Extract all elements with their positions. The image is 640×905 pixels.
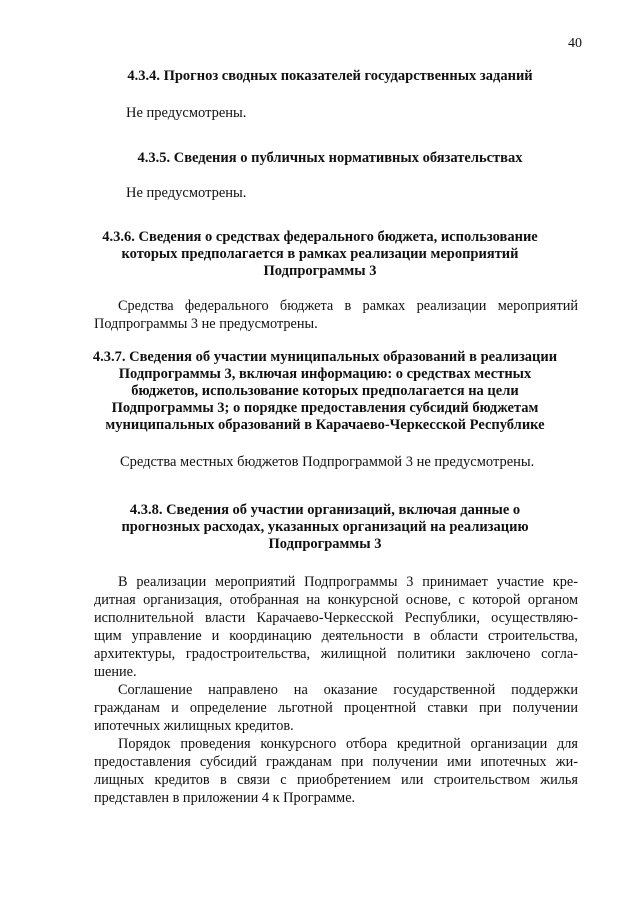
heading-line: 4.3.6. Сведения о средствах федерального бюджета, использование <box>102 229 538 245</box>
paragraph-line: Порядок проведения конкурсного отбора кредитной организации для <box>118 736 578 752</box>
paragraph-line: В реализации мероприятий Подпрограммы 3 принимает участие кре- <box>118 574 578 590</box>
paragraph-line: лищных кредитов в связи с приобретением или строительством жилья <box>94 772 578 788</box>
heading-line: 4.3.7. Сведения об участии муниципальных образований в реализации <box>92 349 558 365</box>
paragraph-line: дитная организация, отобранная на конкурсной основе, с которой органом <box>94 592 578 608</box>
section-text-line: Средства федерального бюджета в рамках реализации мероприятий <box>118 298 578 314</box>
heading-line: Подпрограммы 3; о порядке предоставления субсидий бюджетам <box>111 400 539 416</box>
heading-line: 4.3.5. Сведения о публичных нормативных обязательствах <box>137 150 523 166</box>
section-text-4-3-4: Не предусмотрены. <box>126 105 247 121</box>
heading-line: муниципальных образований в Карачаево-Черкесской Республике <box>105 417 545 433</box>
paragraph-line: предоставления субсидий гражданам при получении ими ипотечных жи- <box>94 754 578 770</box>
paragraph-line: гражданам и определение льготной процентной ставки при получении <box>94 700 578 716</box>
paragraph-line: представлен в приложении 4 к Программе. <box>94 790 356 806</box>
heading-line: 4.3.8. Сведения об участии организаций, включая данные о <box>129 502 521 518</box>
section-text-4-3-5: Не предусмотрены. <box>126 185 247 201</box>
heading-line: Подпрограммы 3 <box>263 263 377 279</box>
heading-line: Подпрограммы 3 <box>268 536 382 552</box>
paragraph-line: Соглашение направлено на оказание государственной поддержки <box>118 682 578 698</box>
paragraph-line: архитектуры, градостроительства, жилищной политики заключено согла- <box>94 646 578 662</box>
heading-line: 4.3.4. Прогноз сводных показателей государственных заданий <box>127 68 533 84</box>
heading-line: прогнозных расходах, указанных организаций на реализацию <box>121 519 529 535</box>
heading-line: бюджетов, использование которых предполагается на цели <box>131 383 519 399</box>
section-heading-4-3-6 <box>60 229 580 280</box>
section-heading-4-3-7 <box>60 349 590 434</box>
section-text-line: Подпрограммы 3 не предусмотрены. <box>94 316 318 332</box>
paragraph-line: ипотечных жилищных кредитов. <box>94 718 294 734</box>
paragraph-line: щим управление и координацию деятельности в области строительства, <box>94 628 578 644</box>
section-text-4-3-7: Средства местных бюджетов Подпрограммой 3 не предусмотрены. <box>120 454 535 470</box>
section-heading-4-3-4 <box>80 68 580 85</box>
paragraph-line: исполнительной власти Карачаево-Черкесской Республики, осуществляю- <box>94 610 578 626</box>
heading-line: которых предполагается в рамках реализации мероприятий <box>121 246 519 262</box>
paragraph-line: шение. <box>94 664 137 680</box>
section-heading-4-3-8 <box>60 502 590 553</box>
heading-line: Подпрограммы 3, включая информацию: о средствах местных <box>118 366 532 382</box>
section-heading-4-3-5 <box>80 150 580 167</box>
page-number: 40 <box>568 36 582 51</box>
